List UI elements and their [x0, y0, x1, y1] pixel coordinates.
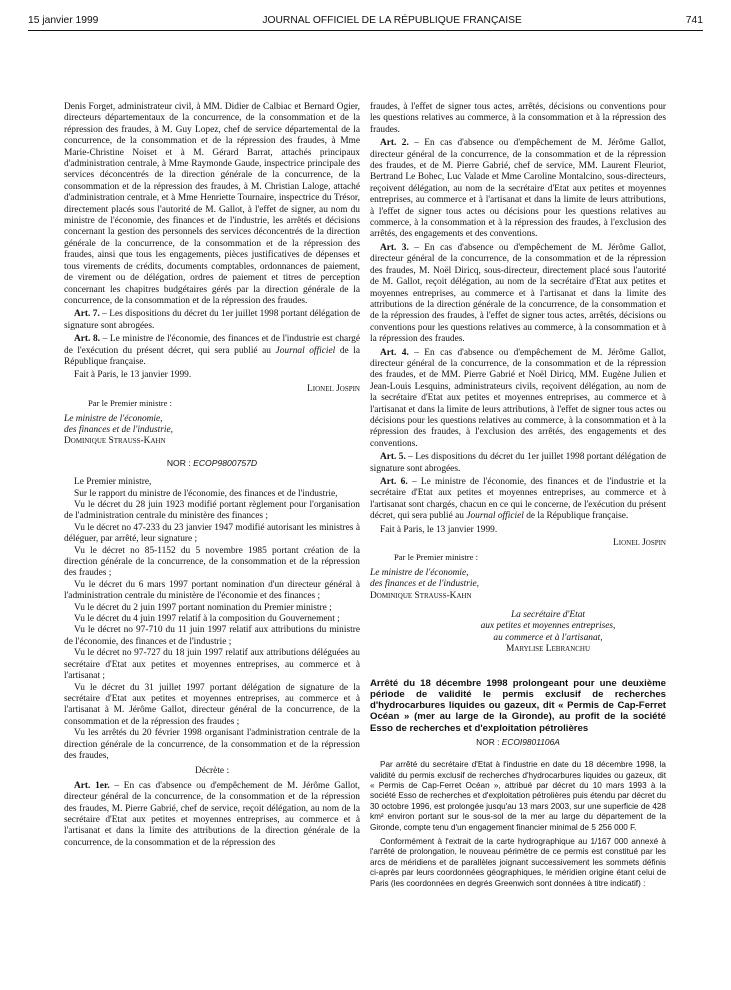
visa-item: Vu le décret no 85-1152 du 5 novembre 1985 portant création de la direction générale de la concurrence, de la consommation et de la répression des fraudes ; [64, 545, 360, 579]
decrete-heading: Décrète : [194, 766, 230, 777]
header-page-number: 741 [685, 14, 703, 26]
article-2: Art. 2. – En cas d'absence ou d'empêchement de M. Jérôme Gallot, directeur général de la concurrence, de la consommation et de la répression des fraudes, et de M. Pierre Gabrié, chef de service, MM. Laurent Fleuriot, Bertrand Le Bohec, Luc Valade et Mme Caroline Montalcino, sous-directeurs, reçoivent délégation, au nom de la secrétaire d'Etat aux petites et moyennes entreprises, au commerce et à l'artisanat et dans la limite de leurs attributions, à l'effet de signer tous actes ou décisions pour les questions relatives au commerce, à la consommation et à la répression des fraudes, à l'exclusion des arrêtés, des engagements et des conventions. [370, 138, 666, 240]
fait-a-paris: Fait à Paris, le 13 janvier 1999. [74, 370, 192, 381]
header-date: 15 janvier 1999 [28, 14, 99, 26]
signature-pm: Lionel Jospin [307, 383, 360, 394]
visa-item: Vu les arrêtés du 20 février 1998 organisant l'administration centrale de la direction générale de la concurrence, de la consommation et de la répression des fraudes, [64, 728, 360, 761]
fait-a-paris: Fait à Paris, le 13 janvier 1999. [380, 524, 498, 535]
visa-item: Vu le décret du 6 mars 1997 portant nomination d'un directeur général à l'administration centrale du ministère de l'économie et des finances ; [64, 579, 360, 602]
article-5: Art. 5. – Les dispositions du décret du 1er juillet 1998 portant délégation de signature sont abrogées. [370, 452, 666, 474]
header-journal-title: JOURNAL OFFICIEL DE LA RÉPUBLIQUE FRANÇAISE [262, 14, 522, 26]
article-3: Art. 3. – En cas d'absence ou d'empêchement de M. Jérôme Gallot, directeur général de la concurrence, de la consommation et de la répression des fraudes, M. Noël Diricq, sous-directeur, directement placé sous l'autorité de M. Gallot, reçoit délégation, au nom de la secrétaire d'Etat aux petites et moyennes entreprises, au commerce et à l'artisanat et dans la limite des attributions de la direction générale de la concurrence, de la consommation et de la répression des fraudes, à l'effet de signer tous actes, arrêtés, décisions ou conventions pour les questions relatives au commerce, à la consommation et à la répression des fraudes. [370, 242, 666, 345]
minister-signature-block: Le ministre de l'économie, des finances et de l'industrie, Dominique Strauss-Kahn [370, 567, 480, 601]
signature-pm: Lionel Jospin [613, 538, 666, 549]
nor-reference: NOR : ECOP9800757D [166, 457, 258, 468]
visa-item: Vu le décret du 2 juin 1997 portant nomination du Premier ministre ; [74, 602, 332, 613]
arrete-paragraph: Par arrêté du secrétaire d'Etat à l'industrie en date du 18 décembre 1998, la validité du permis exclusif de recherches d'hydrocarbures liquides ou gazeux, dit « Permis de Cap-Ferret Océan », attribué par décret du 10 mars 1993 à la société Esso de recherches et d'exploitation pétrolières puis étendu par décret du 30 octobre 1996, est prolongée jusqu'au 13 mars 2003, sur une superficie de 428 km² environ portant sur le sous-sol de la mer au large du département de la Gironde, compte tenu d'un engagement financier minimal de 5 256 000 F. [370, 760, 666, 832]
left-column [64, 102, 360, 849]
visa-item: Le Premier ministre, [74, 477, 152, 488]
arrete-title: Arrêté du 18 décembre 1998 prolongeant pour une deuxième période de validité le permis exclusif de recherches d'hydrocarbures liquides ou gazeux, dit « Permis de Cap-Ferret Océan » (mer au large de la Gironde), au profit de la société Esso de recherches et d'exploitation pétrolières [370, 677, 666, 734]
article-8: Art. 8. – Le ministre de l'économie, des finances et de l'industrie est chargé de l'exécution du présent décret, qui sera publié au Journal officiel de la République française. [64, 334, 360, 367]
visa-item: Vu le décret no 97-727 du 18 juin 1997 relatif aux attributions déléguées au secrétaire d'Etat aux petites et moyennes entreprises, au commerce et à l'artisanat ; [64, 648, 360, 682]
nor-reference: NOR : ECOI9801106A [476, 736, 560, 747]
article-7: Art. 7. – Les dispositions du décret du 1er juillet 1998 portant délégation de signature sont abrogées. [64, 309, 360, 331]
page-header [28, 10, 703, 30]
visa-item: Vu le décret du 4 juin 1997 relatif à la composition du Gouvernement ; [74, 614, 340, 625]
decree-intro-continuation: Denis Forget, administrateur civil, à MM. Didier de Calbiac et Bernard Ogier, directeurs départementaux de la concurrence, de la consommation et de la répression des fraudes, à M. Guy Lopez, chef de service départemental de la concurrence, de la consommation et de la répression des fraudes, à Mme Marie-Christine Noiset et à M. Gérard Barrat, attachés principaux d'administration centrale, à Mme Raymonde Gaude, inspectrice principale des services déconcentrés de la direction générale de la concurrence, de la consommation et de la répression des fraudes, à M. Christian Laloge, attaché d'administration centrale, et à Mme Henriette Tournaire, inspectrice du Trésor, directement placés sous l'autorité de M. Gallot, à l'effet de signer, au nom du ministre de l'économie, des finances et de l'industrie, les arrêtés et décisions concernant la gestion des personnels des services déconcentrés de la direction générale de la concurrence, de la consommation et de la répression des fraudes, ainsi que tous les engagements, pièces justificatives de dépenses et tous virements de crédits, documents comptables, ordonnances de paiement, de virement ou de délégation, ordres de paiement et titres de perception concernant les chapitres budgétaires gérés par la direction générale de la concurrence, de la consommation et de la répression des fraudes. [64, 102, 360, 306]
article-6: Art. 6. – Le ministre de l'économie, des finances et de l'industrie et la secrétaire d'Etat aux petites et moyennes entreprises, au commerce et à l'artisanat sont chargés, chacun en ce qui le concerne, de l'exécution du présent décret, qui sera publié au Journal officiel de la République française. [370, 477, 666, 522]
arrete-paragraph: Conformément à l'extrait de la carte hydrographique au 1/167 000 annexé à l'arrêté de prolongation, le nouveau périmètre de ce permis est constitué par les arcs de méridiens et de parallèles joignant successivement les sommets définis ci-après par leurs coordonnées géographiques, le méridien origine étant celui de Paris (les coordonnées en degrés Greenwich sont données à titre indicatif) : [370, 836, 666, 888]
par-premier-ministre: Par le Premier ministre : [88, 398, 173, 409]
secretaire-signature-block: La secrétaire d'Etat aux petites et moyennes entreprises, au commerce et à l'artisanat, Marylise Lebranchu [480, 610, 616, 655]
visa-item: Vu le décret du 28 juin 1923 modifié portant règlement pour l'organisation de l'administration centrale du ministère des finances ; [64, 500, 360, 522]
article-1: Art. 1er. – En cas d'absence ou d'empêchement de M. Jérôme Gallot, directeur général de la concurrence, de la consommation et de la répression des fraudes, M. Pierre Gabrié, chef de service, reçoit délégation, au nom de la secrétaire d'Etat aux petites et moyennes entreprises, au commerce et à l'artisanat et dans la limite des attributions de la direction générale de la concurrence, de la consommation et de la répression des [64, 780, 360, 848]
article-4: Art. 4. – En cas d'absence ou d'empêchement de M. Jérôme Gallot, directeur général de la concurrence, de la consommation et de la répression des fraudes, et de MM. Pierre Gabrié et Noël Diricq, MM. Eugène Julien et Jean-Louis Lesquins, administrateurs civils, reçoivent délégation, au nom de la secrétaire d'Etat aux petites et moyennes entreprises, au commerce et à l'artisanat et dans la limite de leurs attributions, à l'effet de signer tous actes ou décisions pour les questions relatives au commerce, à la consommation et à la répression des fraudes, à l'exclusion des arrêtés, des engagements et des conventions. [370, 347, 666, 449]
visa-item: Vu le décret no 47-233 du 23 janvier 1947 modifié autorisant les ministres à déléguer, par arrêté, leur signature ; [64, 522, 360, 545]
article-1-continuation: fraudes, à l'effet de signer tous actes, arrêtés, décisions ou conventions pour les questions relatives au commerce, à la consommation et à la répression des fraudes. [370, 102, 666, 135]
visa-item: Vu le décret du 31 juillet 1997 portant délégation de signature de la secrétaire d'Etat aux petites et moyennes entreprises, au commerce et à l'artisanat à M. Jérôme Gallot, directeur général de la concurrence, de la consommation et de la répression des fraudes ; [64, 682, 360, 727]
minister-signature-block: Le ministre de l'économie, des finances et de l'industrie, Dominique Strauss-Kahn [64, 413, 174, 447]
right-column [370, 102, 666, 889]
visa-item: Vu le décret no 97-710 du 11 juin 1997 relatif aux attributions du ministre de l'économie, des finances et de l'industrie ; [64, 625, 360, 647]
header-rule [28, 30, 703, 31]
visa-item: Sur le rapport du ministre de l'économie, des finances et de l'industrie, [74, 488, 338, 499]
par-premier-ministre: Par le Premier ministre : [394, 552, 479, 563]
